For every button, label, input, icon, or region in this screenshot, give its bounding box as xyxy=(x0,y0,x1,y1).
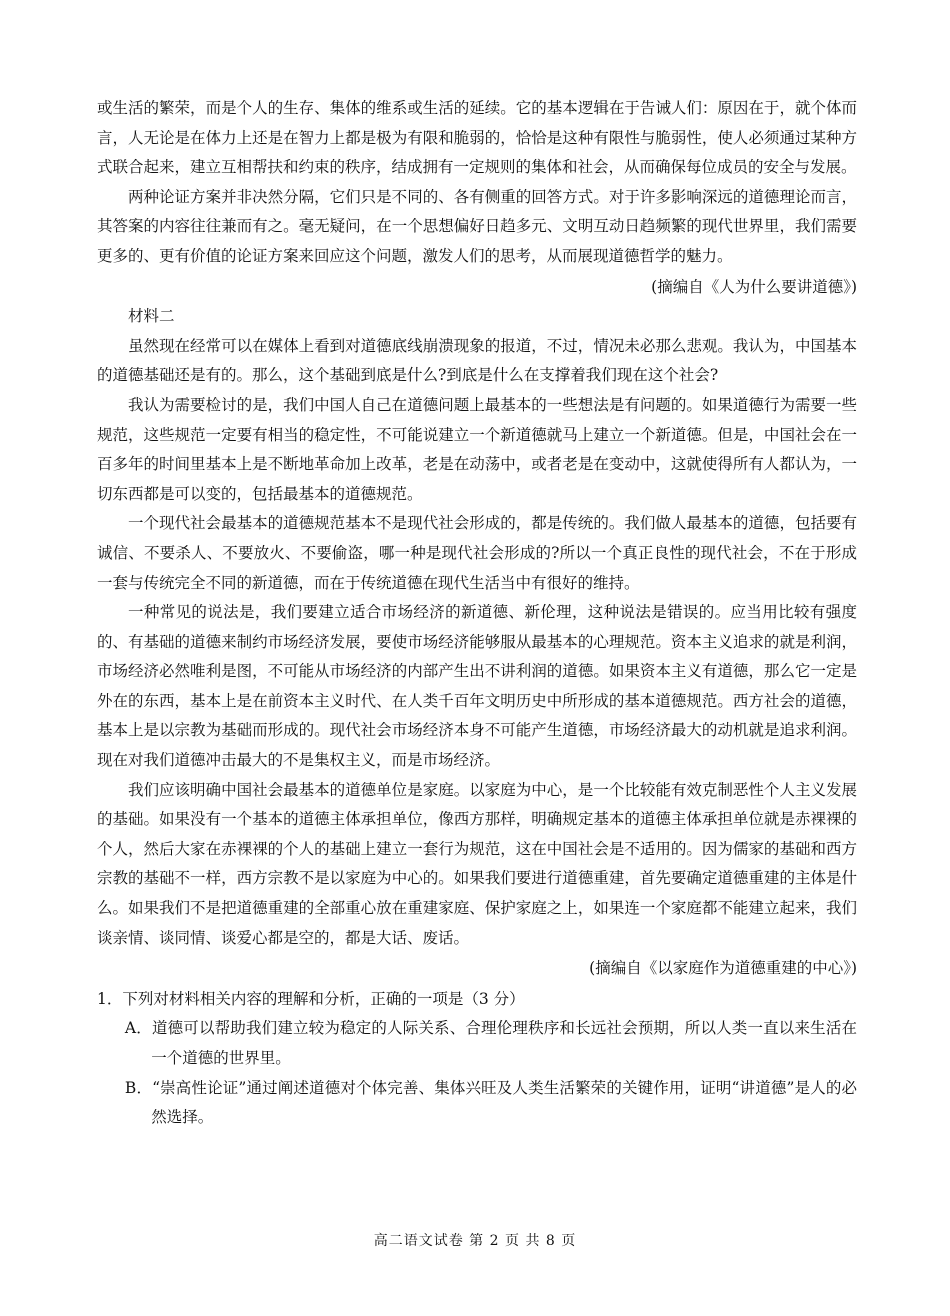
document-body xyxy=(97,94,857,1133)
paragraph-3: 虽然现在经常可以在媒体上看到对道德底线崩溃现象的报道，不过，情况未必那么悲观。我认为，中国基本的道德基础还是有的。那么，这个基础到底是什么?到底是什么在支撑着我们现在这个社会? xyxy=(97,336,857,385)
question-number: 1． xyxy=(97,989,123,1008)
source-citation-2: (摘编自《以家庭作为道德重建的中心》) xyxy=(589,959,857,978)
paragraph-1: 或生活的繁荣，而是个人的生存、集体的维系或生活的延续。它的基本逻辑在于告诫人们：原因在于，就个体而言，人无论是在体力上还是在智力上都是极为有限和脆弱的，恰恰是这种有限性与脆弱性，使人必须通过某种方式联合起来，建立互相帮扶和约束的秩序，结成拥有一定规则的集体和社会，从而确保每位成员的安全与发展。 xyxy=(97,99,857,177)
paragraph-6: 一种常见的说法是，我们要建立适合市场经济的新道德、新伦理，这种说法是错误的。应当用比较有强度的、有基础的道德来制约市场经济发展，要使市场经济能够服从最基本的心理规范。资本主义追求的就是利润，市场经济必然唯利是图，不可能从市场经济的内部产生出不讲利润的道德。如果资本主义有道德，那么它一定是外在的东西，基本上是在前资本主义时代、在人类千百年文明历史中所形成的基本道德规范。西方社会的道德，基本上是以宗教为基础而形成的。现代社会市场经济本身不可能产生道德，市场经济最大的动机就是追求利润。现在对我们道德冲击最大的不是集权主义，而是市场经济。 xyxy=(97,603,857,770)
material-two-heading: 材料二 xyxy=(128,307,175,326)
question-1 xyxy=(97,985,857,1015)
option-letter: B． xyxy=(124,1078,153,1097)
paragraph-5: 一个现代社会最基本的道德规范基本不是现代社会形成的，都是传统的。我们做人最基本的道德，包括要有诚信、不要杀人、不要放火、不要偷盗，哪一种是现代社会形成的?所以一个真正良性的现代社会，不在于形成一套与传统完全不同的新道德，而在于传统道德在现代生活当中有很好的维持。 xyxy=(97,514,857,592)
source-citation-1: (摘编自《人为什么要讲道德》) xyxy=(651,277,857,296)
paragraph-4: 我认为需要检讨的是，我们中国人自己在道德问题上最基本的一些想法是有问题的。如果道德行为需要一些规范，这些规范一定要有相当的稳定性，不可能说建立一个新道德就马上建立一个新道德。但是，中国社会在一百多年的时间里基本上是不断地革命加上改革，老是在动荡中，或者老是在变动中，这就使得所有人都认为，一切东西都是可以变的，包括最基本的道德规范。 xyxy=(97,395,857,503)
option-text: “崇高性论证”通过阐述道德对个体完善、集体兴旺及人类生活繁荣的关键作用，证明“讲道德”是人的必然选择。 xyxy=(151,1078,858,1127)
option-b xyxy=(97,1074,857,1133)
question-text: 下列对材料相关内容的理解和分析，正确的一项是（3 分） xyxy=(122,989,525,1008)
option-text: 道德可以帮助我们建立较为稳定的人际关系、合理伦理秩序和长远社会预期，所以人类一直以来生活在一个道德的世界里。 xyxy=(151,1019,857,1067)
paragraph-2: 两种论证方案并非决然分隔，它们只是不同的、各有侧重的回答方式。对于许多影响深远的道德理论而言，其答案的内容往往兼而有之。毫无疑问，在一个思想偏好日趋多元、文明互动日趋频繁的现代世界里，我们需要更多的、更有价值的论证方案来回应这个问题，激发人们的思考，从而展现道德哲学的魅力。 xyxy=(97,187,857,265)
option-letter: A． xyxy=(124,1019,152,1038)
option-a xyxy=(97,1014,857,1073)
paragraph-7: 我们应该明确中国社会最基本的道德单位是家庭。以家庭为中心，是一个比较能有效克制恶性个人主义发展的基础。如果没有一个基本的道德主体承担单位，像西方那样，明确规定基本的道德主体承担单位就是赤裸裸的个人，然后大家在赤裸裸的个人的基础上建立一套行为规范，这在中国社会是不适用的。因为儒家的基础和西方宗教的基础不一样，西方宗教不是以家庭为中心的。如果我们要进行道德重建，首先要确定道德重建的主体是什么。如果我们不是把道德重建的全部重心放在重建家庭、保护家庭之上，如果连一个家庭都不能建立起来，我们谈亲情、谈同情、谈爱心都是空的，都是大话、废话。 xyxy=(97,780,857,947)
page-footer: 高二语文试卷 第 2 页 共 8 页 xyxy=(373,1233,577,1249)
